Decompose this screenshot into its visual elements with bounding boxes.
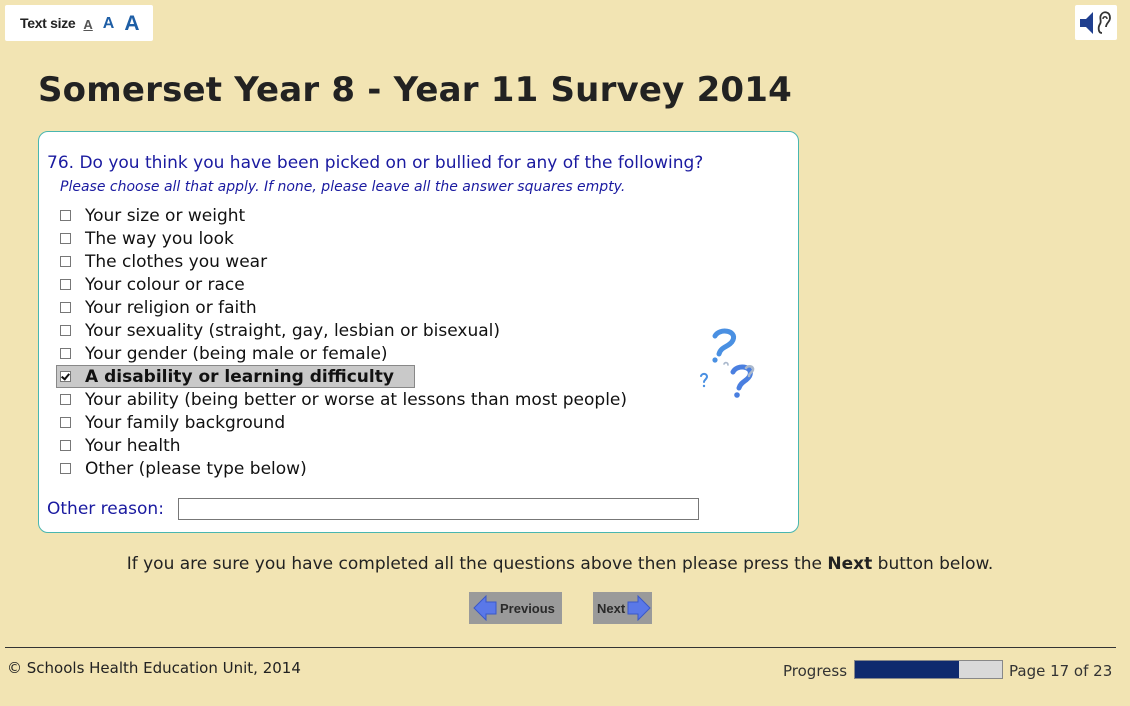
option-family[interactable] — [56, 411, 627, 434]
option-label: The way you look — [85, 228, 234, 249]
text-size-label: Text size — [20, 15, 76, 31]
next-label: Next — [597, 600, 626, 616]
page-count: Page 17 of 23 — [1009, 662, 1113, 680]
other-reason-row — [47, 498, 699, 520]
arrow-right-icon — [627, 595, 651, 621]
audio-button[interactable] — [1075, 5, 1117, 40]
progress-bar — [854, 660, 1003, 679]
other-reason-label: Other reason: — [47, 499, 164, 519]
checkbox[interactable] — [60, 440, 71, 451]
option-way-you-look[interactable] — [56, 227, 627, 250]
option-label: Your family background — [85, 412, 286, 433]
checkbox[interactable] — [60, 417, 71, 428]
checkbox[interactable] — [60, 394, 71, 405]
question-title: 76. Do you think you have been picked on or bullied for any of the following? — [47, 153, 704, 173]
progress-fill — [855, 661, 959, 678]
checkbox[interactable] — [60, 302, 71, 313]
option-label: The clothes you wear — [85, 251, 268, 272]
option-label: Your size or weight — [85, 205, 246, 226]
instruction-text-before: If you are sure you have completed all the questions above then please press the — [126, 554, 828, 574]
option-label: Your colour or race — [85, 274, 245, 295]
checkbox[interactable] — [60, 279, 71, 290]
checkbox[interactable] — [60, 463, 71, 474]
option-religion[interactable] — [56, 296, 627, 319]
option-colour-race[interactable] — [56, 273, 627, 296]
option-label: A disability or learning difficulty — [85, 366, 394, 387]
checkbox-checked[interactable] — [60, 371, 71, 382]
copyright: © Schools Health Education Unit, 2014 — [7, 659, 301, 677]
instruction-text-after: button below. — [872, 554, 994, 574]
arrow-left-icon — [473, 595, 497, 621]
footer-divider — [5, 647, 1116, 648]
next-button[interactable] — [593, 592, 652, 624]
option-clothes[interactable] — [56, 250, 627, 273]
previous-label: Previous — [500, 600, 555, 616]
text-size-large-button[interactable]: A — [124, 11, 140, 35]
next-instruction — [0, 554, 1120, 574]
question-instructions: Please choose all that apply. If none, please leave all the answer squares empty. — [60, 179, 626, 195]
option-label: Your religion or faith — [85, 297, 257, 318]
speaker-ear-icon — [1076, 7, 1116, 39]
option-label: Your sexuality (straight, gay, lesbian or bisexual) — [85, 320, 501, 341]
checkbox[interactable] — [60, 233, 71, 244]
option-size-weight[interactable] — [56, 204, 627, 227]
option-label: Your gender (being male or female) — [85, 343, 388, 364]
option-health[interactable] — [56, 434, 627, 457]
other-reason-input[interactable] — [178, 498, 699, 520]
options-list — [56, 204, 627, 480]
checkbox[interactable] — [60, 256, 71, 267]
page-title: Somerset Year 8 - Year 11 Survey 2014 — [38, 70, 793, 110]
question-box — [38, 131, 799, 533]
checkbox[interactable] — [60, 325, 71, 336]
option-disability[interactable] — [56, 365, 627, 388]
checkbox[interactable] — [60, 348, 71, 359]
text-size-medium-button[interactable]: A — [102, 15, 115, 32]
checkbox[interactable] — [60, 210, 71, 221]
text-size-control — [5, 5, 153, 41]
text-size-small-button[interactable]: A — [83, 17, 93, 32]
option-label: Other (please type below) — [85, 458, 307, 479]
previous-button[interactable] — [469, 592, 562, 624]
option-other[interactable] — [56, 457, 627, 480]
progress-label: Progress — [783, 662, 848, 680]
instruction-text-bold: Next — [827, 554, 873, 574]
question-marks-icon — [697, 328, 761, 412]
option-sexuality[interactable] — [56, 319, 627, 342]
option-label: Your ability (being better or worse at lessons than most people) — [85, 389, 628, 410]
option-gender[interactable] — [56, 342, 627, 365]
option-ability[interactable] — [56, 388, 627, 411]
option-label: Your health — [85, 435, 181, 456]
